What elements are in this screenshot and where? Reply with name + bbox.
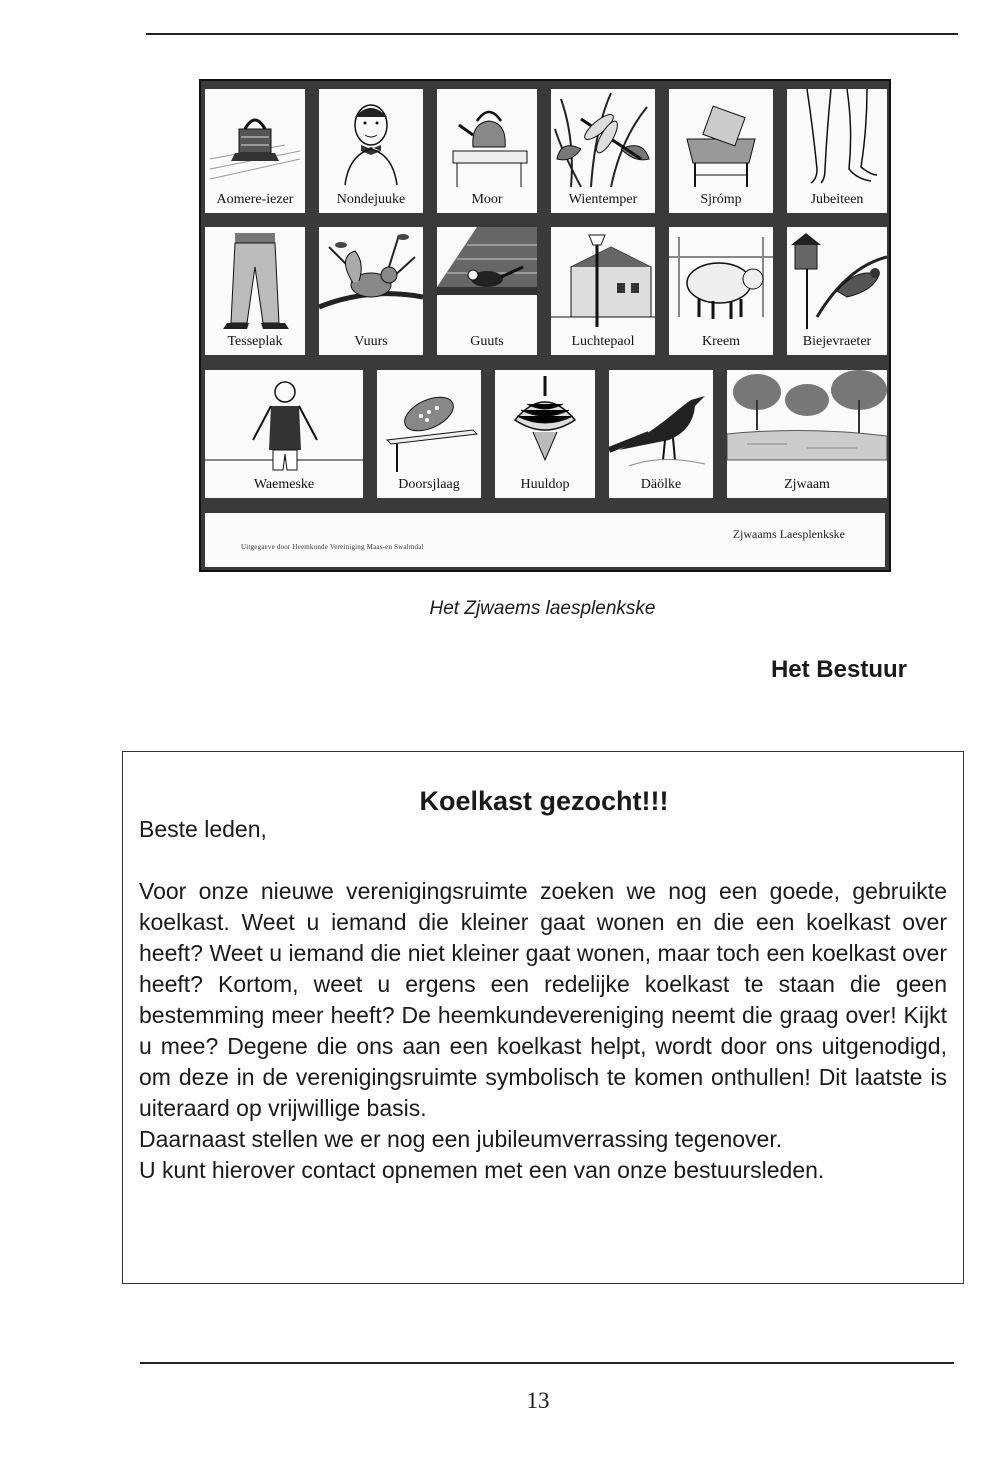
tile-label: Däölke xyxy=(640,477,682,492)
tile-daolke xyxy=(609,370,713,498)
notice-paragraph: Voor onze nieuwe verenigingsruimte zoeken we nog een goede, gebruikte koelkast. Weet u iemand die kleiner gaat wonen en die een koelkast over heeft? Weet u iemand die niet kleiner gaat wonen, maar toch een koelkast over heeft? Kortom, weet u ergens een redelijke koelkast te staan die geen bestemming meer heeft? De heemkundevereniging neemt die graag over! Kijkt u mee? Degene die ons aan een koelkast helpt, wordt door ons uitgenodigd, om deze in de verenigingsruimte symbolisch te komen onthullen! Dit laatste is uiteraard op vrijwillige basis. xyxy=(139,878,947,1121)
notice-title: Koelkast gezocht!!! xyxy=(419,786,669,816)
tile-label: Nondejuuke xyxy=(336,192,406,207)
trousers-legs-icon xyxy=(205,227,305,329)
kettle-stove-icon xyxy=(437,89,537,187)
notice-paragraph: Daarnaast stellen we er nog een jubileumverrassing tegenover. xyxy=(139,1126,783,1152)
tile-label: Kreem xyxy=(701,334,741,349)
lamppost-house-icon xyxy=(551,227,655,329)
notice-box xyxy=(122,751,964,1284)
tile-doorsjlaag xyxy=(377,370,481,498)
tile-tesseplak xyxy=(205,227,305,355)
tile-luchtepaol xyxy=(551,227,655,355)
picture-board xyxy=(199,79,891,572)
tile-label: Vuurs xyxy=(354,334,388,349)
squirrel-branch-icon xyxy=(319,227,423,329)
legs-feet-icon xyxy=(787,89,887,187)
tile-label: Jubeiteen xyxy=(810,192,864,207)
dragonfly-plant-icon xyxy=(551,89,655,187)
flat-iron-icon xyxy=(205,89,305,187)
tile-zjwaam xyxy=(727,370,887,498)
tile-sjromp xyxy=(669,89,773,213)
tile-label: Guuts xyxy=(470,334,504,349)
tile-label: Biejevraeter xyxy=(802,334,872,349)
tile-label: Aomere-iezer xyxy=(216,192,294,207)
tile-label: Wientemper xyxy=(568,192,638,207)
jackdaw-icon xyxy=(609,370,713,472)
tile-label: Huuldop xyxy=(520,477,570,492)
tile-biejevraeter xyxy=(787,227,887,355)
tile-waemeske xyxy=(205,370,363,498)
top-divider xyxy=(146,33,958,35)
tile-label: Waemeske xyxy=(253,477,315,492)
tile-label: Moor xyxy=(471,192,503,207)
tile-huuldop xyxy=(495,370,595,498)
boy-waistcoat-icon xyxy=(205,370,363,472)
bird-birdhouse-icon xyxy=(787,227,887,329)
tile-label: Luchtepaol xyxy=(571,334,635,349)
tile-nondejuuke xyxy=(319,89,423,213)
tile-label: Zjwaam xyxy=(784,477,830,492)
tile-wientemper xyxy=(551,89,655,213)
pond-landscape-icon xyxy=(727,370,887,472)
tile-label: Doorsjlaag xyxy=(398,477,460,492)
notice-greeting: Beste leden, xyxy=(139,816,267,842)
tile-aomere-iezer xyxy=(205,89,305,213)
notice-paragraph: U kunt hierover contact opnemen met een van onze bestuursleden. xyxy=(139,1157,825,1183)
figure-caption: Het Zjwaems laesplenkske xyxy=(429,598,656,619)
board-footer xyxy=(205,513,885,567)
tile-vuurs xyxy=(319,227,423,355)
signature: Het Bestuur xyxy=(770,656,907,683)
tile-guuts xyxy=(437,227,537,355)
pig-icon xyxy=(669,227,773,329)
notice-body xyxy=(139,876,947,1186)
spinning-top-icon xyxy=(495,370,595,472)
bird-gutter-icon xyxy=(437,227,537,329)
tile-moor xyxy=(437,89,537,213)
page-number: 13 xyxy=(526,1388,550,1413)
board-publisher: Uitgegaeve door Heemkunde Vereiniging Maas-en Swalmdal xyxy=(241,543,424,551)
tile-label: Tesseplak xyxy=(227,334,283,349)
tile-jubeiteen xyxy=(787,89,887,213)
tile-kreem xyxy=(669,227,773,355)
bottom-divider xyxy=(140,1362,954,1364)
tile-label: Sjrómp xyxy=(700,192,742,207)
board-title: Zjwaams Laesplenkske xyxy=(732,527,845,541)
man-bowtie-icon xyxy=(319,89,423,187)
colander-table-icon xyxy=(377,370,481,472)
washtub-icon xyxy=(669,89,773,187)
